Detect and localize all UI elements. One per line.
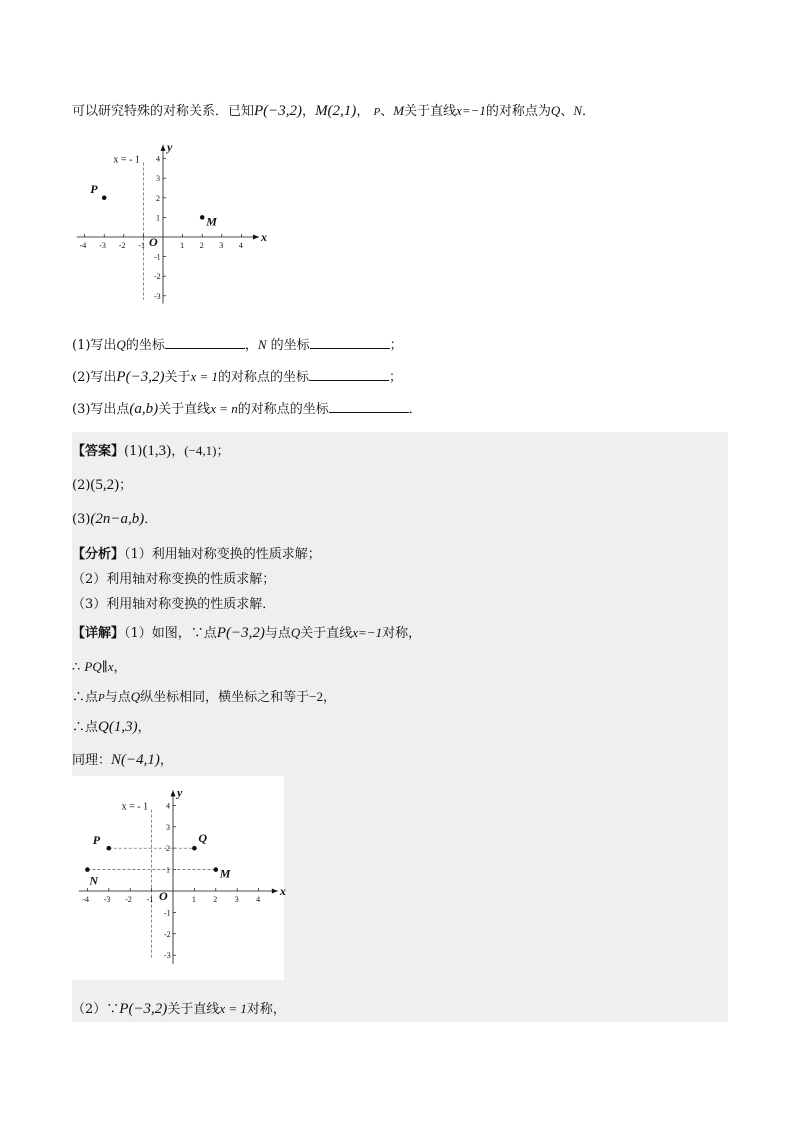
y-tick-label: -3 [164,951,171,961]
y-tick-label: 2 [156,193,160,203]
line-x-neg1: x=−1 [456,103,486,118]
answer-3-prefix: (3) [72,512,91,527]
answer-3-value: (2n−a,b) [90,511,145,527]
q1-q: Q [116,337,126,352]
detail-line-5 [72,749,173,769]
x-tick-label: 3 [219,241,224,250]
x-tick-label: -4 [79,241,87,250]
y-tick-label: 3 [156,174,160,184]
detail-point-p: P(−3,2) [119,1001,168,1017]
answer-blank [310,336,390,349]
detail-line-2 [72,656,127,675]
x-tick-label: -2 [125,895,132,904]
detail-text: 关于直线 [300,626,353,641]
intro-sep: ， [356,104,370,119]
x-tick-label: 4 [256,895,261,904]
point-p [102,196,107,201]
q1-prefix: (1)写出 [72,338,117,353]
symmetry-line-label: x = - 1 [121,801,149,813]
q1-mid2: 的坐标 [266,338,310,353]
point-p [107,846,112,851]
answer-sep: ， [171,444,185,459]
detail-point-n: N(−4,1) [111,752,160,768]
x-axis-arrow [272,889,278,894]
q1-mid: 的坐标 [125,338,165,353]
analysis-tag: 【分析】 [72,547,125,562]
answer-blank [329,400,409,413]
intro-text-2: 关于直线 [404,104,457,119]
detail-text: 对称， [246,1002,286,1017]
point-label-p: P [92,833,101,848]
intro-sep: ， [302,104,316,119]
question-3 [72,398,422,418]
point-n-label: N [573,103,582,118]
point-p-label: P [373,106,381,118]
q3-mid2: 的对称点的坐标 [237,402,329,417]
x-tick-label: 3 [234,895,239,904]
origin-label: O [149,235,158,249]
detail-point-q: Q(1,3) [98,719,138,735]
point-label-p: P [90,181,98,196]
coordinate-figure-1 [74,134,274,306]
x-tick-label: -4 [82,895,90,904]
detail-text: 同理： [72,753,112,768]
answer-end: ； [216,444,230,459]
q3-mid: 关于直线 [158,402,211,417]
detail-text: ∴点 [72,720,99,735]
analysis-line-1: （1）利用轴对称变换的性质求解； [124,547,321,562]
detail-text: ， [137,720,151,735]
x-axis-label: x [279,884,286,898]
x-axis-label: x [261,230,268,244]
answer-2-value: (5,2) [90,477,120,493]
detail-line-6 [72,998,286,1018]
question-1 [72,334,403,353]
answer-blank [309,368,389,381]
x-tick-label: 2 [199,241,204,250]
q2-end: ； [389,370,403,385]
answer-end: ． [144,512,158,527]
detail-text: ， [113,660,127,675]
q3-end: ． [408,402,422,417]
detail-line-4 [72,716,151,736]
answer-1-value-2: (−4,1) [184,443,217,458]
detail-text: 对称， [382,626,422,641]
point-p-coord: P(−3,2) [254,103,303,119]
point-label-n: N [89,873,99,888]
y-tick-label: -2 [164,929,171,939]
answer-line-1 [72,440,229,460]
x-tick-label: -3 [99,241,106,250]
y-axis-arrow [161,145,166,151]
intro-text-1: 可以研究特殊的对称关系．已知 [72,104,255,119]
q2-point: P(−3,2) [116,369,165,385]
detail-parallel-expr: PQ∥x [84,659,114,674]
y-tick-label: 3 [166,822,170,832]
y-tick-label: -1 [164,908,171,918]
q2-prefix: (2)写出 [72,370,117,385]
detail-q: Q [290,625,301,640]
analysis-line-2: （2）利用轴对称变换的性质求解； [72,572,276,587]
q1-n: N [257,337,267,352]
y-tick-label: 1 [156,213,160,223]
point-n [85,867,90,872]
detail-line-x: x=−1 [352,625,383,640]
intro-end: ． [582,104,596,119]
answer-1-value-1: (1,3) [142,443,172,459]
y-axis-arrow [171,790,176,796]
q3-point: (a,b) [129,401,159,417]
q3-prefix: (3)写出点 [72,402,130,417]
detail-text: （1）如图，∵点 [124,626,217,641]
answer-tag: 【答案】 [72,444,125,459]
detail-value: −2 [309,689,324,704]
intro-line [72,100,595,120]
detail-line-1 [72,622,421,642]
y-tick-label: 4 [166,801,170,811]
analysis-line-3: （3）利用轴对称变换的性质求解． [72,597,276,612]
y-tick-label: -3 [154,291,161,301]
x-tick-label: 4 [238,241,243,250]
y-tick-label: -2 [154,272,161,282]
point-m [214,867,219,872]
detail-tag: 【详解】 [72,626,125,641]
origin-label: O [159,889,168,903]
x-tick-label: -3 [103,895,111,904]
detail-text: ， [323,690,337,705]
coordinate-figure-2 [74,780,286,976]
answer-end: ； [119,478,133,493]
x-tick-label: -1 [138,241,146,250]
q2-mid2: 的对称点的坐标 [218,370,310,385]
point-q-label: Q [550,103,561,118]
detail-line-3 [72,686,336,705]
point-m-label: M [393,103,405,118]
answer-2-prefix: (2) [72,478,91,493]
x-tick-label: 1 [180,241,185,250]
y-tick-label: 1 [166,865,170,875]
point-m-coord: M(2,1) [315,103,357,119]
q2-line: x = 1 [190,369,219,384]
x-tick-label: 1 [191,895,196,904]
point-label-q: Q [198,831,208,846]
answer-line-3 [72,508,157,528]
detail-text: ∴ [72,660,85,675]
symmetry-line-label: x = - 1 [113,154,140,166]
intro-sep: 、 [560,104,574,119]
detail-point-p: P(−3,2) [216,625,265,641]
intro-sep: 、 [380,104,394,119]
y-tick-label: -1 [154,252,161,262]
point-q [192,846,197,851]
detail-text: ∴点 [72,690,99,705]
detail-p: P [98,692,105,704]
x-axis-arrow [253,235,259,240]
point-label-m: M [219,866,231,881]
answer-blank [165,336,245,349]
detail-text: 关于直线 [167,1002,220,1017]
point-label-m: M [206,214,217,229]
y-tick-label: 4 [156,154,160,164]
q2-mid: 关于 [164,370,191,385]
point-m [200,215,205,220]
x-tick-label: -2 [118,241,126,250]
detail-line-x1: x = 1 [219,1001,247,1016]
q3-line: x = n [210,401,238,416]
detail-text: 与点 [104,690,131,705]
detail-q: Q [130,689,141,704]
y-tick-label: 2 [166,844,170,854]
answer-line-2 [72,474,132,494]
detail-text: ， [159,753,173,768]
detail-text: 与点 [264,626,291,641]
analysis-tag-line [72,543,321,562]
intro-text-3: 的对称点为 [485,104,551,119]
x-tick-label: -1 [146,895,154,904]
y-axis-label: y [167,139,173,154]
x-tick-label: 2 [213,895,218,904]
answer-1-prefix: (1) [124,444,143,459]
question-2 [72,366,402,386]
y-axis-label: y [177,785,183,800]
q1-comma: ， [244,338,258,353]
q1-end: ； [389,338,403,353]
detail-text: 纵坐标相同，横坐标之和等于 [140,690,310,705]
detail-text: （2）∵ [72,1002,120,1017]
